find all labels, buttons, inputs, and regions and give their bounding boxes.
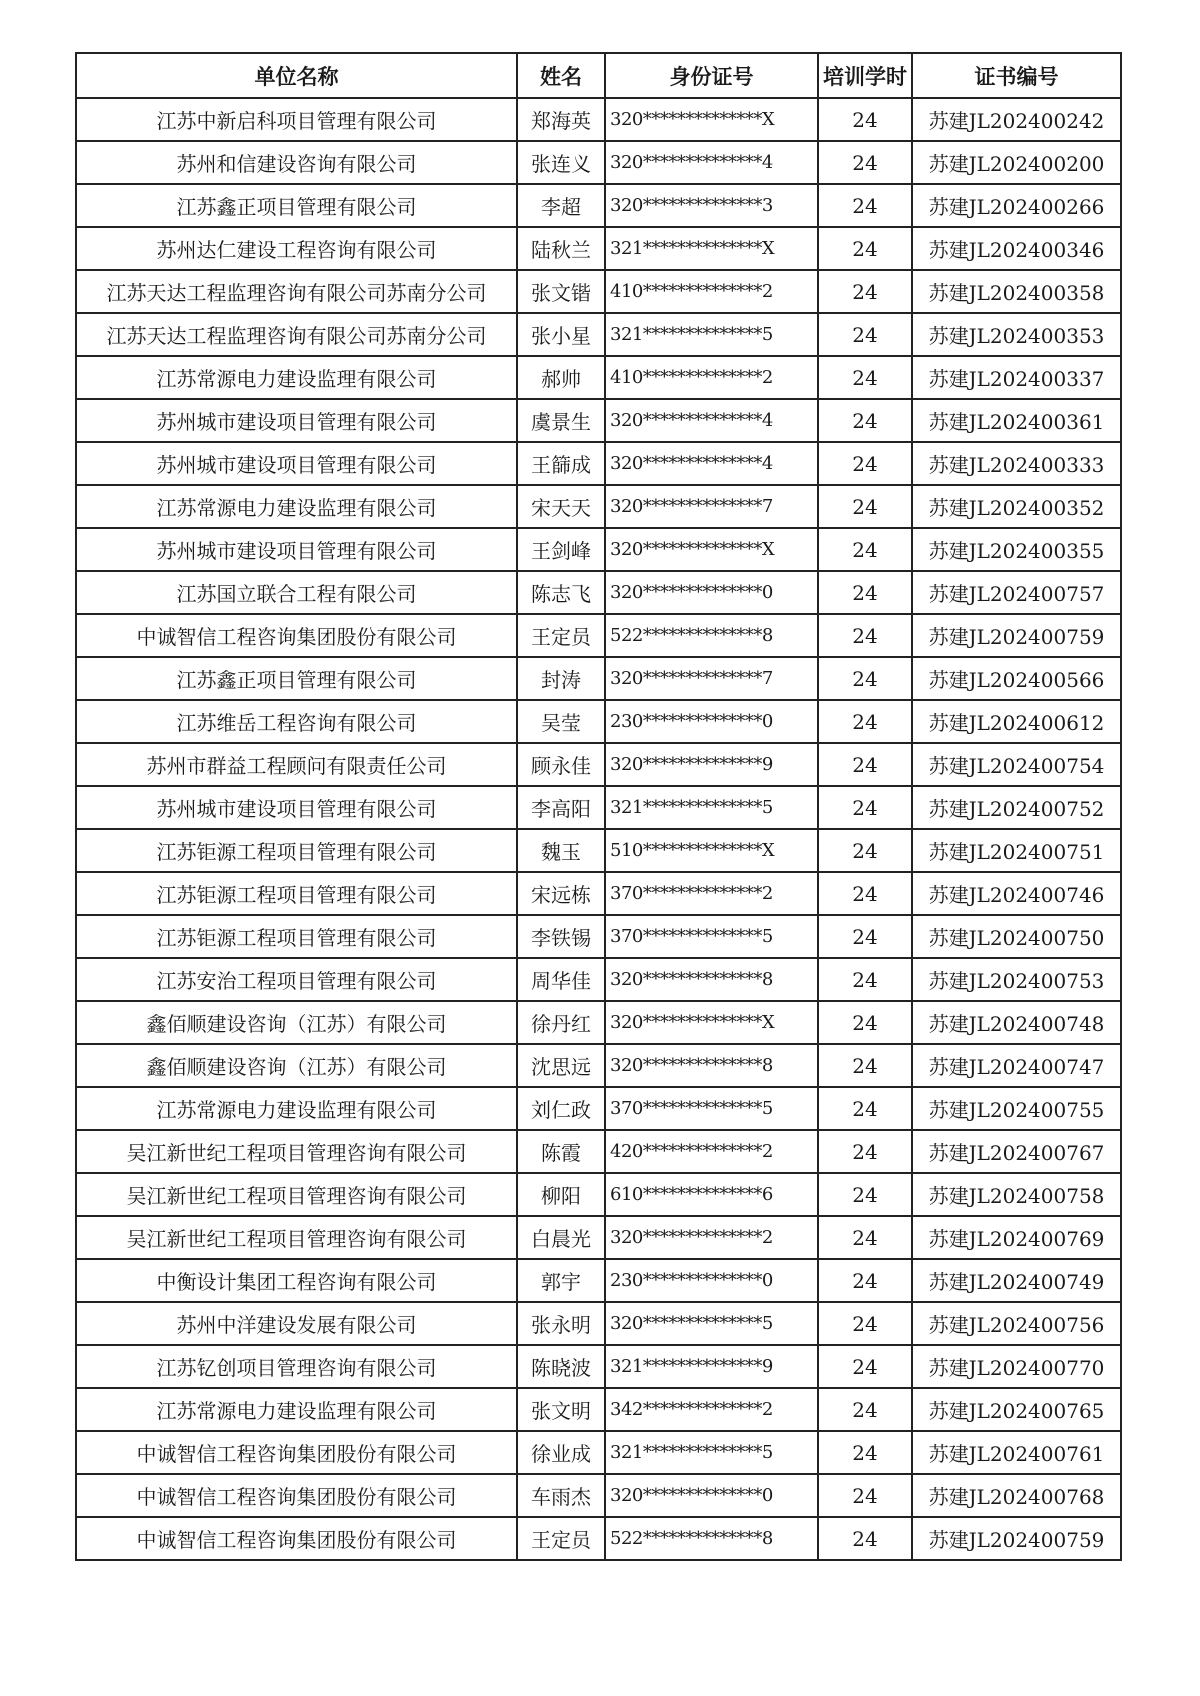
table-row xyxy=(76,399,1121,442)
cell-certificate-number: 苏建JL202400355 xyxy=(912,528,1121,571)
cell-unit-name: 江苏安治工程项目管理有限公司 xyxy=(76,958,517,1001)
cell-id-number: 320**************4 xyxy=(605,399,818,442)
cell-person-name: 虞景生 xyxy=(517,399,605,442)
cell-person-name: 王剑峰 xyxy=(517,528,605,571)
cell-unit-name: 江苏常源电力建设监理有限公司 xyxy=(76,1388,517,1431)
cell-training-hours: 24 xyxy=(818,1431,912,1474)
table-row xyxy=(76,1259,1121,1302)
cell-certificate-number: 苏建JL202400758 xyxy=(912,1173,1121,1216)
cell-certificate-number: 苏建JL202400333 xyxy=(912,442,1121,485)
cell-id-number: 321**************X xyxy=(605,227,818,270)
cell-person-name: 王篩成 xyxy=(517,442,605,485)
cell-unit-name: 中诚智信工程咨询集团股份有限公司 xyxy=(76,1474,517,1517)
cell-certificate-number: 苏建JL202400346 xyxy=(912,227,1121,270)
cell-id-number: 320**************2 xyxy=(605,1216,818,1259)
cell-id-number: 610**************6 xyxy=(605,1173,818,1216)
cell-certificate-number: 苏建JL202400748 xyxy=(912,1001,1121,1044)
table-row xyxy=(76,528,1121,571)
cell-id-number: 522**************8 xyxy=(605,614,818,657)
cell-unit-name: 江苏钜源工程项目管理有限公司 xyxy=(76,872,517,915)
cell-person-name: 张文锴 xyxy=(517,270,605,313)
cell-id-number: 230**************0 xyxy=(605,700,818,743)
cell-person-name: 张小星 xyxy=(517,313,605,356)
cell-certificate-number: 苏建JL202400759 xyxy=(912,614,1121,657)
table-row xyxy=(76,1474,1121,1517)
cell-training-hours: 24 xyxy=(818,700,912,743)
table-row xyxy=(76,1130,1121,1173)
cell-training-hours: 24 xyxy=(818,313,912,356)
table-row xyxy=(76,1388,1121,1431)
table-row xyxy=(76,958,1121,1001)
table-row xyxy=(76,1216,1121,1259)
cell-training-hours: 24 xyxy=(818,743,912,786)
cell-training-hours: 24 xyxy=(818,1259,912,1302)
cell-unit-name: 中诚智信工程咨询集团股份有限公司 xyxy=(76,1431,517,1474)
cell-person-name: 陈志飞 xyxy=(517,571,605,614)
table-row xyxy=(76,915,1121,958)
cell-certificate-number: 苏建JL202400747 xyxy=(912,1044,1121,1087)
cell-training-hours: 24 xyxy=(818,98,912,141)
cell-unit-name: 吴江新世纪工程项目管理咨询有限公司 xyxy=(76,1173,517,1216)
cell-training-hours: 24 xyxy=(818,485,912,528)
cell-unit-name: 苏州中洋建设发展有限公司 xyxy=(76,1302,517,1345)
cell-unit-name: 江苏常源电力建设监理有限公司 xyxy=(76,1087,517,1130)
table-row xyxy=(76,872,1121,915)
header-certificate-number: 证书编号 xyxy=(912,53,1121,98)
header-unit-name: 单位名称 xyxy=(76,53,517,98)
table-row xyxy=(76,1431,1121,1474)
cell-person-name: 王定员 xyxy=(517,614,605,657)
cell-training-hours: 24 xyxy=(818,356,912,399)
cell-person-name: 宋远栋 xyxy=(517,872,605,915)
table-row xyxy=(76,1173,1121,1216)
table-row xyxy=(76,141,1121,184)
cell-training-hours: 24 xyxy=(818,1345,912,1388)
cell-training-hours: 24 xyxy=(818,227,912,270)
cell-certificate-number: 苏建JL202400361 xyxy=(912,399,1121,442)
cell-person-name: 陈霞 xyxy=(517,1130,605,1173)
cell-training-hours: 24 xyxy=(818,1087,912,1130)
cell-person-name: 陆秋兰 xyxy=(517,227,605,270)
cell-person-name: 车雨杰 xyxy=(517,1474,605,1517)
cell-id-number: 410**************2 xyxy=(605,270,818,313)
cell-certificate-number: 苏建JL202400337 xyxy=(912,356,1121,399)
cell-unit-name: 苏州城市建设项目管理有限公司 xyxy=(76,399,517,442)
table-row xyxy=(76,485,1121,528)
cell-id-number: 320**************9 xyxy=(605,743,818,786)
cell-person-name: 刘仁政 xyxy=(517,1087,605,1130)
table-row xyxy=(76,1302,1121,1345)
cell-certificate-number: 苏建JL202400756 xyxy=(912,1302,1121,1345)
cell-unit-name: 中诚智信工程咨询集团股份有限公司 xyxy=(76,614,517,657)
cell-unit-name: 江苏维岳工程咨询有限公司 xyxy=(76,700,517,743)
cell-training-hours: 24 xyxy=(818,399,912,442)
cell-id-number: 320**************0 xyxy=(605,1474,818,1517)
cell-training-hours: 24 xyxy=(818,1173,912,1216)
cell-training-hours: 24 xyxy=(818,1388,912,1431)
table-row xyxy=(76,1087,1121,1130)
cell-training-hours: 24 xyxy=(818,786,912,829)
table-row xyxy=(76,442,1121,485)
certificate-roster xyxy=(75,52,1120,1561)
cell-training-hours: 24 xyxy=(818,1044,912,1087)
cell-id-number: 510**************X xyxy=(605,829,818,872)
cell-id-number: 321**************5 xyxy=(605,786,818,829)
cell-certificate-number: 苏建JL202400757 xyxy=(912,571,1121,614)
cell-unit-name: 吴江新世纪工程项目管理咨询有限公司 xyxy=(76,1130,517,1173)
cell-certificate-number: 苏建JL202400750 xyxy=(912,915,1121,958)
table-row xyxy=(76,270,1121,313)
cell-person-name: 宋天天 xyxy=(517,485,605,528)
cell-certificate-number: 苏建JL202400754 xyxy=(912,743,1121,786)
cell-unit-name: 中衡设计集团工程咨询有限公司 xyxy=(76,1259,517,1302)
cell-certificate-number: 苏建JL202400749 xyxy=(912,1259,1121,1302)
table-row xyxy=(76,184,1121,227)
table-row xyxy=(76,786,1121,829)
cell-person-name: 徐业成 xyxy=(517,1431,605,1474)
cell-person-name: 张文明 xyxy=(517,1388,605,1431)
cell-training-hours: 24 xyxy=(818,442,912,485)
cell-person-name: 柳阳 xyxy=(517,1173,605,1216)
cell-training-hours: 24 xyxy=(818,1517,912,1560)
cell-unit-name: 江苏国立联合工程有限公司 xyxy=(76,571,517,614)
cell-person-name: 徐丹红 xyxy=(517,1001,605,1044)
table-row xyxy=(76,356,1121,399)
cell-training-hours: 24 xyxy=(818,958,912,1001)
cell-certificate-number: 苏建JL202400200 xyxy=(912,141,1121,184)
cell-certificate-number: 苏建JL202400767 xyxy=(912,1130,1121,1173)
cell-person-name: 李超 xyxy=(517,184,605,227)
cell-certificate-number: 苏建JL202400753 xyxy=(912,958,1121,1001)
cell-person-name: 白晨光 xyxy=(517,1216,605,1259)
cell-id-number: 320**************0 xyxy=(605,571,818,614)
cell-id-number: 230**************0 xyxy=(605,1259,818,1302)
cell-unit-name: 江苏常源电力建设监理有限公司 xyxy=(76,485,517,528)
cell-person-name: 周华佳 xyxy=(517,958,605,1001)
cell-certificate-number: 苏建JL202400242 xyxy=(912,98,1121,141)
cell-certificate-number: 苏建JL202400746 xyxy=(912,872,1121,915)
table-row xyxy=(76,614,1121,657)
cell-certificate-number: 苏建JL202400266 xyxy=(912,184,1121,227)
table-row xyxy=(76,571,1121,614)
cell-person-name: 张永明 xyxy=(517,1302,605,1345)
cell-training-hours: 24 xyxy=(818,829,912,872)
table-row xyxy=(76,657,1121,700)
cell-unit-name: 江苏天达工程监理咨询有限公司苏南分公司 xyxy=(76,313,517,356)
cell-id-number: 370**************5 xyxy=(605,1087,818,1130)
cell-id-number: 320**************8 xyxy=(605,1044,818,1087)
cell-training-hours: 24 xyxy=(818,872,912,915)
cell-certificate-number: 苏建JL202400759 xyxy=(912,1517,1121,1560)
cell-certificate-number: 苏建JL202400765 xyxy=(912,1388,1121,1431)
cell-training-hours: 24 xyxy=(818,1001,912,1044)
table-row xyxy=(76,700,1121,743)
table-row xyxy=(76,98,1121,141)
cell-id-number: 321**************9 xyxy=(605,1345,818,1388)
cell-id-number: 321**************5 xyxy=(605,1431,818,1474)
cell-id-number: 320**************7 xyxy=(605,485,818,528)
cell-person-name: 陈晓波 xyxy=(517,1345,605,1388)
cell-id-number: 320**************4 xyxy=(605,442,818,485)
header-id-number: 身份证号 xyxy=(605,53,818,98)
cell-person-name: 沈思远 xyxy=(517,1044,605,1087)
cell-id-number: 342**************2 xyxy=(605,1388,818,1431)
cell-certificate-number: 苏建JL202400612 xyxy=(912,700,1121,743)
cell-unit-name: 江苏钜源工程项目管理有限公司 xyxy=(76,915,517,958)
cell-person-name: 王定员 xyxy=(517,1517,605,1560)
cell-unit-name: 中诚智信工程咨询集团股份有限公司 xyxy=(76,1517,517,1560)
header-row xyxy=(76,53,1121,98)
cell-person-name: 郑海英 xyxy=(517,98,605,141)
cell-id-number: 410**************2 xyxy=(605,356,818,399)
cell-person-name: 张连义 xyxy=(517,141,605,184)
cell-training-hours: 24 xyxy=(818,270,912,313)
cell-id-number: 320**************4 xyxy=(605,141,818,184)
cell-id-number: 320**************3 xyxy=(605,184,818,227)
cell-training-hours: 24 xyxy=(818,614,912,657)
cell-unit-name: 吴江新世纪工程项目管理咨询有限公司 xyxy=(76,1216,517,1259)
table-row xyxy=(76,1345,1121,1388)
cell-certificate-number: 苏建JL202400755 xyxy=(912,1087,1121,1130)
cell-training-hours: 24 xyxy=(818,141,912,184)
roster-table xyxy=(75,52,1122,1561)
cell-unit-name: 江苏钇创项目管理咨询有限公司 xyxy=(76,1345,517,1388)
cell-id-number: 320**************X xyxy=(605,98,818,141)
cell-person-name: 李铁锡 xyxy=(517,915,605,958)
cell-id-number: 522**************8 xyxy=(605,1517,818,1560)
cell-certificate-number: 苏建JL202400752 xyxy=(912,786,1121,829)
cell-unit-name: 鑫佰顺建设咨询（江苏）有限公司 xyxy=(76,1044,517,1087)
cell-id-number: 370**************5 xyxy=(605,915,818,958)
table-row xyxy=(76,313,1121,356)
cell-training-hours: 24 xyxy=(818,1474,912,1517)
cell-certificate-number: 苏建JL202400769 xyxy=(912,1216,1121,1259)
cell-certificate-number: 苏建JL202400761 xyxy=(912,1431,1121,1474)
cell-training-hours: 24 xyxy=(818,1302,912,1345)
cell-unit-name: 江苏钜源工程项目管理有限公司 xyxy=(76,829,517,872)
table-row xyxy=(76,829,1121,872)
cell-certificate-number: 苏建JL202400353 xyxy=(912,313,1121,356)
cell-training-hours: 24 xyxy=(818,571,912,614)
cell-training-hours: 24 xyxy=(818,915,912,958)
cell-id-number: 320**************7 xyxy=(605,657,818,700)
cell-id-number: 320**************X xyxy=(605,1001,818,1044)
cell-certificate-number: 苏建JL202400352 xyxy=(912,485,1121,528)
cell-unit-name: 江苏中新启科项目管理有限公司 xyxy=(76,98,517,141)
cell-certificate-number: 苏建JL202400770 xyxy=(912,1345,1121,1388)
header-person-name: 姓名 xyxy=(517,53,605,98)
cell-id-number: 321**************5 xyxy=(605,313,818,356)
cell-person-name: 李高阳 xyxy=(517,786,605,829)
cell-person-name: 吴莹 xyxy=(517,700,605,743)
cell-person-name: 郭宇 xyxy=(517,1259,605,1302)
table-row xyxy=(76,227,1121,270)
cell-person-name: 魏玉 xyxy=(517,829,605,872)
cell-id-number: 420**************2 xyxy=(605,1130,818,1173)
cell-unit-name: 江苏鑫正项目管理有限公司 xyxy=(76,657,517,700)
cell-training-hours: 24 xyxy=(818,528,912,571)
cell-unit-name: 鑫佰顺建设咨询（江苏）有限公司 xyxy=(76,1001,517,1044)
cell-id-number: 320**************5 xyxy=(605,1302,818,1345)
table-body xyxy=(76,98,1121,1560)
cell-id-number: 370**************2 xyxy=(605,872,818,915)
cell-unit-name: 苏州市群益工程顾问有限责任公司 xyxy=(76,743,517,786)
cell-certificate-number: 苏建JL202400751 xyxy=(912,829,1121,872)
table-row xyxy=(76,1001,1121,1044)
cell-unit-name: 苏州城市建设项目管理有限公司 xyxy=(76,528,517,571)
table-row xyxy=(76,1517,1121,1560)
cell-unit-name: 苏州和信建设咨询有限公司 xyxy=(76,141,517,184)
table-row xyxy=(76,1044,1121,1087)
cell-training-hours: 24 xyxy=(818,657,912,700)
cell-certificate-number: 苏建JL202400566 xyxy=(912,657,1121,700)
cell-unit-name: 江苏天达工程监理咨询有限公司苏南分公司 xyxy=(76,270,517,313)
cell-person-name: 郝帅 xyxy=(517,356,605,399)
cell-id-number: 320**************X xyxy=(605,528,818,571)
cell-person-name: 封涛 xyxy=(517,657,605,700)
cell-training-hours: 24 xyxy=(818,1130,912,1173)
cell-person-name: 顾永佳 xyxy=(517,743,605,786)
cell-unit-name: 江苏常源电力建设监理有限公司 xyxy=(76,356,517,399)
cell-unit-name: 江苏鑫正项目管理有限公司 xyxy=(76,184,517,227)
cell-training-hours: 24 xyxy=(818,184,912,227)
cell-training-hours: 24 xyxy=(818,1216,912,1259)
table-row xyxy=(76,743,1121,786)
cell-unit-name: 苏州城市建设项目管理有限公司 xyxy=(76,786,517,829)
cell-certificate-number: 苏建JL202400768 xyxy=(912,1474,1121,1517)
header-training-hours: 培训学时 xyxy=(818,53,912,98)
cell-unit-name: 苏州达仁建设工程咨询有限公司 xyxy=(76,227,517,270)
cell-unit-name: 苏州城市建设项目管理有限公司 xyxy=(76,442,517,485)
cell-certificate-number: 苏建JL202400358 xyxy=(912,270,1121,313)
cell-id-number: 320**************8 xyxy=(605,958,818,1001)
